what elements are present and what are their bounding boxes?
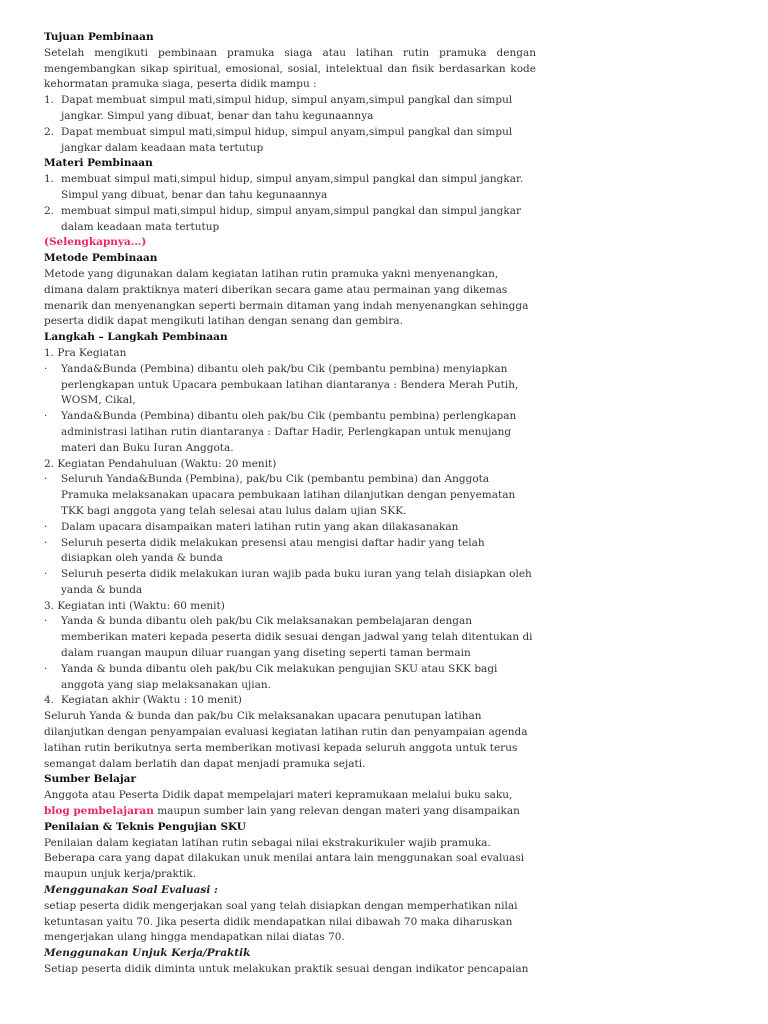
bullet-text: Dalam upacara disampaikan materi latihan rutin yang akan dilakasanakan (61, 520, 459, 533)
akhir-text: Seluruh Yanda & bunda dan pak/bu Cik melaksanakan upacara penutupan latihan dilanjutkan dengan penyampaian evaluasi kegiatan latihan rutin dan penyampaian agenda latihan rutin berikutnya serta memberikan motivasi kepada seluruh anggota untuk terus semangat dalam berlatih dan dapat menjadi pramuka sejati. (44, 710, 528, 770)
list-number: 1. (44, 173, 55, 186)
list-item (44, 93, 536, 125)
subsection-title-text: Kegiatan akhir (Waktu : 10 menit) (61, 694, 242, 707)
subsection-title-akhir (44, 693, 536, 709)
section-heading-langkah: Langkah – Langkah Pembinaan (44, 331, 228, 344)
subsection-title-pendahuluan: 2. Kegiatan Pendahuluan (Waktu: 20 menit) (44, 457, 277, 470)
penilaian-line: Penilaian dalam kegiatan latihan rutin sebagai nilai ekstrakurikuler wajib pramuka. (44, 836, 491, 849)
subheading-unjuk-kerja: Menggunakan Unjuk Kerja/Praktik (44, 947, 251, 960)
sumber-text-after: maupun sumber lain yang relevan dengan materi yang disampaikan (157, 805, 520, 818)
bullet-item (44, 567, 536, 599)
bullet-text: Seluruh peserta didik melakukan iuran wajib pada buku iuran yang telah disiapkan oleh yanda & bunda (61, 568, 532, 596)
metode-text: Metode yang digunakan dalam kegiatan latihan rutin pramuka yakni menyenangkan, dimana dalam praktiknya materi diberikan secara game atau permainan yang dikemas menarik dan menyenangkan seperti bermain ditaman yang indah menyenangkan sehingga peserta didik dapat mengikuti latihan dengan senang dan gembira. (44, 267, 529, 328)
selengkapnya-link[interactable]: (Selengkapnya…) (44, 236, 147, 249)
bullet-item (44, 362, 536, 409)
bullet-glyph: · (44, 536, 48, 549)
bullet-text: Yanda&Bunda (Pembina) dibantu oleh pak/bu Cik (pembantu pembina) menyiapkan perlengkapan untuk Upacara pembukaan latihan diantaranya : Bendera Merah Putih, WOSM, Cikal, (61, 362, 519, 407)
unjuk-kerja-text: Setiap peserta didik diminta untuk melakukan praktik sesuai dengan indikator pencapaian (44, 963, 529, 976)
bullet-glyph: · (44, 615, 48, 628)
list-text: Dapat membuat simpul mati,simpul hidup, simpul anyam,simpul pangkal dan simpul jangkar dalam keadaan mata tertutup (61, 125, 513, 154)
sumber-paragraph (44, 788, 536, 820)
subsection-title-pra: 1. Pra Kegiatan (44, 346, 127, 359)
bullet-item (44, 536, 536, 568)
bullet-text: Seluruh peserta didik melakukan presensi atau mengisi daftar hadir yang telah disiapkan oleh yanda & bunda (61, 536, 485, 565)
subheading-soal-evaluasi: Menggunakan Soal Evaluasi : (44, 884, 218, 897)
bullet-glyph: · (44, 520, 48, 533)
list-number: 4. (44, 694, 55, 707)
section-heading-metode: Metode Pembinaan (44, 252, 158, 265)
list-number: 1. (44, 94, 55, 107)
bullet-text: Seluruh Yanda&Bunda (Pembina), pak/bu Cik (pembantu pembina) dan Anggota Pramuka melaksanakan upacara pembukaan latihan dilanjutkan dengan penyematan TKK bagi anggota yang telah selesai atau lulus dalam ujian SKK. (61, 473, 516, 517)
section-heading-materi: Materi Pembinaan (44, 157, 153, 170)
soal-evaluasi-text: setiap peserta didik mengerjakan soal yang telah disiapkan dengan memperhatikan nilai ketuntasan yaitu 70. Jika peserta didik mendapatkan nilai dibawah 70 maka diharuskan mengerjakan ulang hingga mendapatkan nilai diatas 70. (44, 899, 518, 944)
section-heading-penilaian: Penilaian & Teknis Pengujian SKU (44, 820, 246, 833)
bullet-item (44, 614, 536, 661)
list-text: Dapat membuat simpul mati,simpul hidup, simpul anyam,simpul pangkal dan simpul jangkar. Simpul yang dibuat, benar dan tahu kegunaannya (61, 94, 513, 122)
list-text: membuat simpul mati,simpul hidup, simpul anyam,simpul pangkal dan simpul jangkar dalam keadaan mata tertutup (61, 204, 521, 233)
bullet-glyph: · (44, 362, 48, 375)
list-item (44, 172, 536, 204)
sumber-text-before: Anggota atau Peserta Didik dapat mempelajari materi kepramukaan melalui buku saku, (44, 789, 513, 802)
bullet-text: Yanda&Bunda (Pembina) dibantu oleh pak/bu Cik (pembantu pembina) perlengkapan administrasi latihan rutin diantaranya : Daftar Hadir, Perlengkapan untuk menujang materi dan Buku Iuran Anggota. (61, 410, 517, 454)
bullet-item (44, 662, 536, 694)
bullet-text: Yanda & bunda dibantu oleh pak/bu Cik melakukan pengujian SKU atau SKK bagi anggota yang siap melaksanakan ujian. (61, 662, 498, 691)
penilaian-line: Beberapa cara yang dapat dilakukan unuk menilai antara lain menggunakan soal evaluasi maupun unjuk kerja/praktik. (44, 852, 525, 881)
section-heading-tujuan: Tujuan Pembinaan (44, 31, 154, 43)
list-item (44, 204, 536, 236)
bullet-item (44, 520, 536, 536)
list-number: 2. (44, 125, 55, 138)
tujuan-intro: Setelah mengikuti pembinaan pramuka siaga atau latihan rutin pramuka dengan mengembangkan sikap spiritual, emosional, sosial, intelektual dan fisik berdasarkan kode kehormatan pramuka siaga, peserta didik mampu : (44, 46, 536, 91)
subsection-title-inti: 3. Kegiatan inti (Waktu: 60 menit) (44, 599, 225, 612)
bullet-item (44, 472, 536, 519)
list-item (44, 125, 536, 157)
list-text: membuat simpul mati,simpul hidup, simpul anyam,simpul pangkal dan simpul jangkar. Simpul yang dibuat, benar dan tahu kegunaannya (61, 173, 524, 201)
bullet-glyph: · (44, 410, 48, 423)
bullet-text: Yanda & bunda dibantu oleh pak/bu Cik melaksanakan pembelajaran dengan memberikan materi kepada peserta didik sesuai dengan jadwal yang telah ditentukan di dalam ruangan maupun diluar ruangan yang diseting seperti taman bermain (61, 615, 533, 660)
blog-pembelajaran-link[interactable]: blog pembelajaran (44, 805, 154, 818)
bullet-item (44, 409, 536, 456)
bullet-glyph: · (44, 473, 48, 486)
section-heading-sumber: Sumber Belajar (44, 773, 137, 786)
bullet-glyph: · (44, 662, 48, 675)
bullet-glyph: · (44, 568, 48, 581)
list-number: 2. (44, 204, 55, 217)
